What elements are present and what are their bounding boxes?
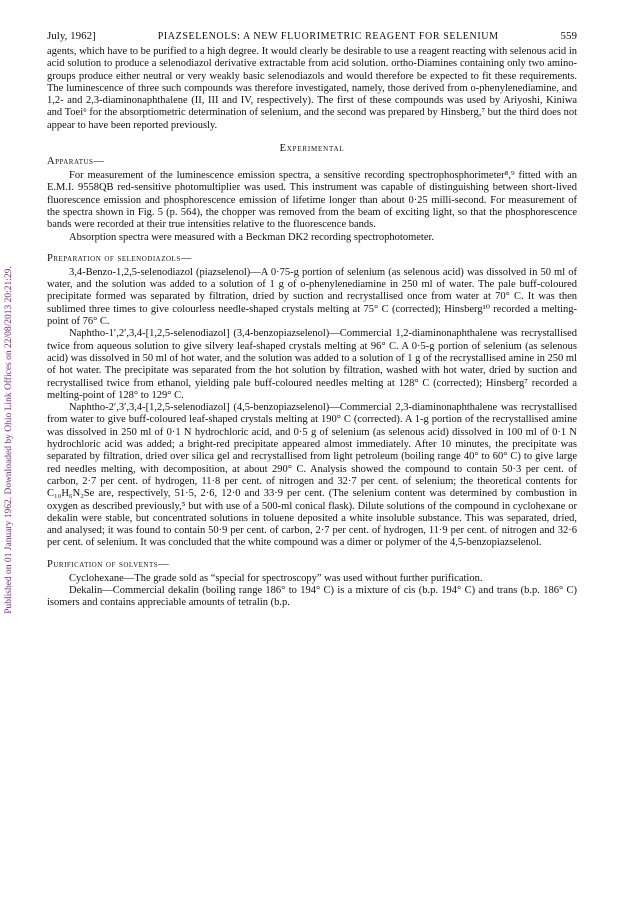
purification-paragraph: Cyclohexane—The grade sold as “special for spectroscopy” was used without further purification. <box>69 572 483 584</box>
experimental-heading: Experimental <box>279 143 345 155</box>
header-date: July, 1962] <box>47 30 96 42</box>
apparatus-paragraph: Absorption spectra were measured with a Beckman DK2 recording spectrophotometer. <box>69 231 435 243</box>
purification-heading: Purification of solvents— <box>47 558 170 570</box>
intro-paragraph: agents, which have to be purified to a high degree. It would clearly be desirable to use a reagent reacting with selenous acid in acid solution to produce a selenodiazol derivative extractable from acid solution. ortho-Diamines containing only two amino-groups produce either neutral or very weakly basic selenodiazols and would therefore be expected to fit these requirements. The luminescence of three such compounds was therefore investigated, namely, those derived from o-phenylenediamine, and 1,2- and 2,3-diaminonaphthalene (II, III and IV, respectively). The first of these compounds was used by Ariyoshi, Kiniwa and Toei⁶ for the absorptiometric determination of selenium, and the second was prepared by Hinsberg,⁷ but the third does not appear to have been reported previously. <box>47 46 577 131</box>
download-notice-text: Published on 01 January 1962. Downloaded by Ohio Link Offices on 22/08/2013 20:21:29. <box>4 266 15 614</box>
download-notice-margin <box>2 160 16 720</box>
preparation-heading: Preparation of selenodiazols— <box>47 252 192 264</box>
header-title: PIAZSELENOLS: A NEW FLUORIMETRIC REAGENT FOR SELENIUM <box>157 31 499 42</box>
running-header <box>47 30 577 42</box>
apparatus-heading: Apparatus— <box>47 156 105 168</box>
preparation-paragraph: Naphtho-1′,2′,3,4-[1,2,5-selenodiazol] (3,4-benzopiazselenol)—Commercial 1,2-diaminonaphthalene was recrystallised twice from aqueous solution to give silvery leaf-shaped crystals melting at 96° C. A 0·5-g portion of selenium (as selenous acid) was dissolved in 50 ml of hot water, and the solution was added to a solution of 1 g of the recrystallised amine in 250 ml of hot water. The precipitate was separated from the hot solution by filtration, washed with hot water, dried by suction and recrystallised twice from ethanol, yielding pale buff-coloured needles melting at 128° C (corrected); Hinsberg⁷ recorded a melting-point of 128° to 129° C. <box>47 328 578 401</box>
purification-paragraph: Dekalin—Commercial dekalin (boiling range 186° to 194° C) is a mixture of cis (b.p. 194° C) and trans (b.p. 186° C) isomers and contains appreciable amounts of tetralin (b.p. <box>47 584 577 609</box>
preparation-paragraph: 3,4-Benzo-1,2,5-selenodiazol (piazselenol)—A 0·75-g portion of selenium (as selenous acid) was dissolved in 50 ml of water, and the solution was added to a solution of 1 g of o-phenylenediamine in 250 ml of water. The pale buff-coloured precipitate formed was separated by filtration, dried by suction and recrystallised once from water at 70° C. It was then sublimed three times to give colourless needle-shaped crystals melting at 75° C (corrected); Hinsberg¹⁰ recorded a melting-point of 76° C. <box>47 266 577 328</box>
page-number: 559 <box>560 30 577 42</box>
apparatus-paragraph: For measurement of the luminescence emission spectra, a sensitive recording spectrophosphorimeter⁸,⁹ fitted with an E.M.I. 9558QB red-sensitive photomultiplier was used. This instrument was capable of distinguishing between short-lived fluorescence emission and phosphorescence emission of lifetime longer than about 0·25 milli-second. For measurement of the spectra shown in Fig. 5 (p. 564), the chopper was removed from the beam of exciting light, so that the phosphorescence bands were recorded at their true intensities relative to the fluorescence bands. <box>47 170 577 231</box>
preparation-paragraph: Naphtho-2′,3′,3,4-[1,2,5-selenodiazol] (4,5-benzopiazselenol)—Commercial 2,3-diaminonaphthalene was recrystallised from water to give buff-coloured leaf-shaped crystals melting at 190° C (corrected). A 1-g portion of the recrystallised amine was dissolved in 250 ml of 0·1 N hydrochloric acid, and 0·5 g of selenium (as selenous acid) dissolved in 100 ml of 0·1 N hydrochloric acid was added; a bright-red precipitate appeared almost immediately. After 10 minutes, the precipitate was separated by filtration, dried over silica gel and recrystallised from light petroleum (boiling range 40° to 60° C) to give large red needles melting, with decomposition, at about 290° C. Analysis showed the compound to contain 50·3 per cent. of carbon, 2·7 per cent. of hydrogen, 11·8 per cent. of nitrogen and 32·7 per cent. of selenium; the theoretical contents for C₁₀H₆N₂Se are, respectively, 51·5, 2·6, 12·0 and 33·9 per cent. (The selenium content was determined by combustion in oxygen as described previously,⁵ but with use of a 500-ml conical flask). Dilute solutions of the compound in cyclohexane or dekalin were stable, but concentrated solutions in toluene deposited a white insoluble substance. This was separated, dried, and analysed; it was found to contain 50·9 per cent. of carbon, 2·7 per cent. of hydrogen, 11·9 per cent. of nitrogen and 32·6 per cent. of selenium. It was concluded that the white compound was a dimer or polymer of the 4,5-benzopiazselenol. <box>47 402 577 549</box>
journal-page <box>47 30 577 610</box>
